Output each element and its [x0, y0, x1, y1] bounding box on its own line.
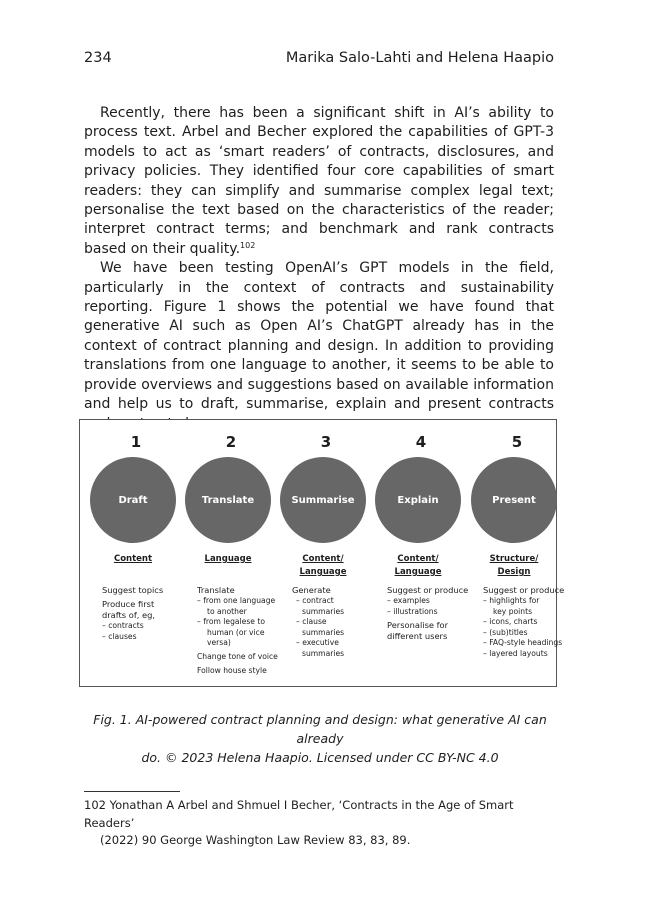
step-item: key points [493, 606, 533, 616]
step-item: – contract [296, 596, 334, 605]
step-item: – layered layouts [483, 648, 548, 658]
step-circle [471, 457, 557, 543]
footnote-line-2: (2022) 90 George Washington Law Review 83, 83, 89. [100, 833, 411, 847]
step-item: – (sub)titles [483, 627, 528, 637]
step-item: drafts of, eg, [102, 610, 156, 620]
step-number: 1 [130, 433, 142, 451]
step-item: – from one language [197, 596, 276, 605]
step-item: Personalise for [387, 620, 449, 631]
step-title: Present [492, 494, 536, 506]
step-number: 3 [320, 433, 332, 451]
category-line-2: Language [394, 567, 442, 577]
step-title: Translate [201, 494, 255, 506]
step-item: Suggest or produce [387, 585, 469, 595]
step-item: – clause [296, 617, 327, 627]
caption-line-1: Fig. 1. AI-powered contract planning and design: what generative AI can already [93, 712, 547, 746]
step-item: – illustrations [387, 606, 438, 616]
step-item: summaries [302, 648, 345, 658]
paragraph-2: We have been testing OpenAI’s GPT models in the field, particularly in the context of contracts and sustainability reporting. Figure 1 shows the potential we have found that generative AI such as Open AI’s ChatGPT already has in the context of contract planning and design. In addition to providing translations from one language to another, it seems to be able to provide overviews and suggestions based on available information and help us to draft, summarise, explain and present contracts [84, 260, 554, 413]
step-category [278, 553, 368, 579]
step-item: Change tone of voice [197, 651, 278, 661]
step-item: versa) [207, 638, 231, 648]
step-items [387, 585, 471, 642]
figure-caption [84, 710, 556, 767]
category-line-2: Language [299, 567, 347, 577]
step-item: – contracts [102, 621, 144, 630]
step-title: Explain [397, 494, 439, 506]
paragraph-1-text: Recently, there has been a significant shift in AI’s ability to process text. Arbel and Becher explored the capabilities of GPT-3 models to act as ‘smart readers’ of contracts, disclosures, and privacy policies. They identified four core capabilities of smart readers: they can simplify and summarise complex legal text; personalise the text based on the characteristics of the reader; interpret contract terms; and benchmark and rank contracts based on their quality. [84, 105, 554, 257]
step-item: – executive [296, 638, 339, 648]
step-number: 4 [415, 433, 427, 451]
running-head-authors: Marika Salo-Lahti and Helena Haapio [285, 50, 554, 66]
step-item: – FAQ-style headings [483, 638, 563, 648]
running-header [84, 50, 554, 70]
step-item: summaries [302, 606, 345, 616]
step-item: Generate [292, 585, 331, 595]
step-category [183, 553, 273, 566]
footnote-line-1: 102 Yonathan A Arbel and Shmuel I Becher, ‘Contracts in the Age of Smart Readers’ [84, 798, 514, 830]
category-line-1: Content/ [397, 554, 439, 564]
step-items [292, 585, 376, 660]
figure-1-diagram [79, 419, 565, 687]
caption-line-2: do. © 2023 Helena Haapio. Licensed under CC BY-NC 4.0 [141, 750, 499, 765]
step-item: human (or vice [207, 627, 265, 637]
step-item: – clauses [102, 631, 137, 641]
step-circle [375, 457, 461, 543]
category-line-1: Content/ [302, 554, 344, 564]
step-item: – icons, charts [483, 617, 538, 627]
step-items [197, 585, 281, 676]
step-item: to another [207, 606, 247, 616]
step-title: Summarise [291, 494, 355, 506]
step-category [88, 553, 178, 566]
step-circle [185, 457, 271, 543]
step-category [469, 553, 559, 579]
footnote-divider [84, 791, 180, 792]
step-item: – examples [387, 596, 430, 605]
footnote-102 [84, 797, 559, 850]
step-items [102, 585, 186, 642]
step-item: Produce first [102, 599, 155, 609]
paragraph-1 [84, 104, 554, 259]
step-title: Draft [118, 494, 148, 506]
step-number: 2 [225, 433, 237, 451]
category-line-1: Content [113, 554, 153, 564]
footnote-ref-102[interactable]: 102 [240, 240, 256, 250]
category-line-1: Language [204, 554, 252, 564]
step-item: summaries [302, 627, 345, 637]
step-item: – from legalese to [197, 617, 265, 627]
category-line-2: Design [497, 567, 531, 577]
page-number: 234 [84, 50, 112, 66]
step-item: – highlights for [483, 596, 540, 605]
step-circle [280, 457, 366, 543]
step-category [373, 553, 463, 579]
step-item: Translate [197, 585, 235, 595]
step-item: Suggest topics [102, 585, 164, 595]
step-circle [90, 457, 176, 543]
category-line-1: Structure/ [489, 554, 539, 564]
step-number: 5 [511, 433, 523, 451]
step-item: Follow house style [197, 665, 267, 675]
body-text [84, 104, 554, 434]
step-item: different users [387, 631, 448, 642]
step-item: Suggest or produce [483, 585, 565, 595]
step-items [483, 585, 567, 660]
